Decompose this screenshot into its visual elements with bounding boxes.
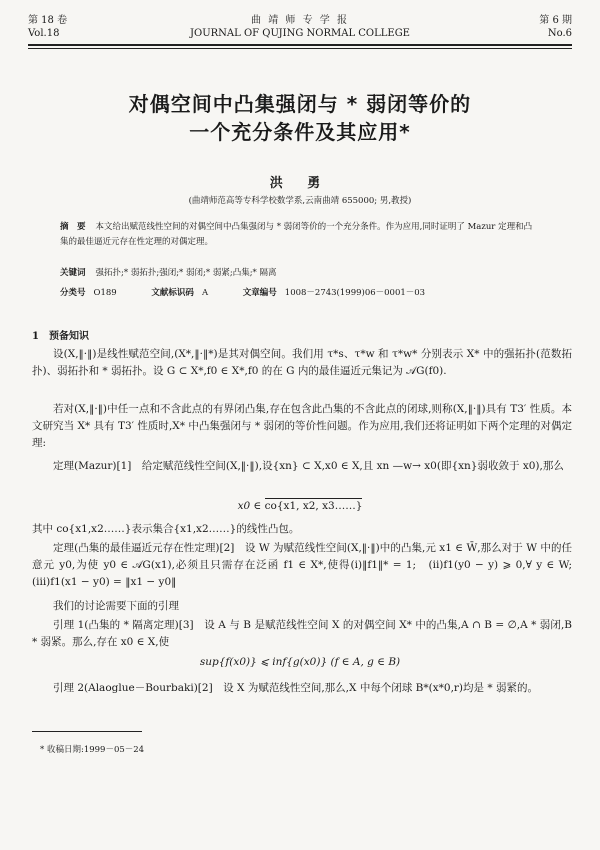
paragraph-convex-hull: 其中 co{x1,x2……}表示集合{x1,x2……}的线性凸包。 (32, 523, 300, 535)
journal-cn: 曲 靖 师 专 学 报 (251, 15, 349, 26)
abstract-label: 摘 要 (60, 222, 86, 232)
keywords-text: 强拓扑;* 弱拓扑;强闭;* 弱闭;* 弱紧;凸集;* 隔离 (95, 268, 277, 278)
article-no-value: 1008－2743(1999)06－0001－03 (284, 288, 426, 298)
classification-line (60, 286, 540, 298)
paragraph-lemma-1: 引理 1(凸集的 * 隔离定理)[3] 设 A 与 B 是赋范线性空间 X 的对偶空间 X* 中的凸集,A ∩ B = ∅,A * 弱闭,B * 弱紧。那么,存在 x0 ∈ X,使 (32, 619, 572, 648)
paragraph-lemma-2: 引理 2(Alaoglue－Bourbaki)[2] 设 X 为赋范线性空间,那么,X 中每个闭球 B*(x*0,r)均是 * 弱紧的。 (53, 682, 538, 694)
article-no-label: 文章编号 (242, 288, 277, 298)
journal-en: JOURNAL OF QUJING NORMAL COLLEGE (190, 28, 410, 39)
clc-label: 分类号 (60, 288, 86, 298)
issue-cn: 第 6 期 (539, 15, 572, 26)
footnote-received-date: * 收稿日期:1999－05－24 (40, 745, 145, 755)
section-heading: 1 预备知识 (32, 331, 89, 342)
keywords-label: 关键词 (60, 268, 86, 278)
title-line-1: 对偶空间中凸集强闭与 * 弱闭等价的 (128, 92, 472, 116)
formula-mazur-left: x0 ∈ (237, 500, 265, 512)
doc-code-label: 文献标识码 (151, 288, 194, 298)
abstract (60, 220, 540, 250)
formula-mazur-closure: co{x1, x2, x3……} (264, 500, 363, 512)
keywords (60, 266, 540, 278)
author: 洪 勇 (269, 176, 331, 191)
doc-code-value: A (201, 288, 209, 298)
issue-en: No.6 (547, 28, 572, 39)
volume-en: Vol.18 (28, 28, 60, 39)
clc-value: O189 (93, 288, 117, 298)
header-rule (28, 44, 572, 46)
issue-block (539, 14, 572, 40)
affiliation: (曲靖师范高等专科学校数学系,云南曲靖 655000; 男,教授) (188, 196, 412, 206)
paragraph-lemma-intro: 我们的讨论需要下面的引理 (53, 600, 179, 612)
volume-cn: 第 18 卷 (28, 15, 68, 26)
paragraph-t3-property: 若对(X,‖·‖)中任一点和不含此点的有界闭凸集,存在包含此凸集的不含此点的闭球,则称(X,‖·‖)具有 T3′ 性质。本文研究当 X* 具有 T3′ 性质时,X* 中凸集强闭与 * 弱闭的等价性问题。作为应用,我们还将证明如下两个定理的对偶定理: (32, 403, 572, 449)
paragraph-notation: 设(X,‖·‖)是线性赋范空间,(X*,‖·‖*)是其对偶空间。我们用 τ*s、τ*w 和 τ*w* 分别表示 X* 中的强拓扑(范数拓扑)、弱拓扑和 * 弱拓扑。设 G ⊂ X*,f0 ∈ X*,f0 的在 G 内的最佳逼近元集记为 𝒜G(f0). (32, 348, 572, 377)
header-rule-thin (28, 48, 572, 49)
formula-separation: sup{f(x0)} ⩽ inf{g(x0)} (f ∈ A, g ∈ B) (199, 656, 401, 668)
formula-mazur (0, 500, 600, 512)
footnote-rule (32, 731, 142, 732)
paragraph-mazur-theorem: 定理(Mazur)[1] 给定赋范线性空间(X,‖·‖),设{xn} ⊂ X,x0 ∈ X,且 xn —w→ x0(即{xn}弱收敛于 x0),那么 (53, 460, 564, 472)
title-line-2: 一个充分条件及其应用* (189, 120, 411, 144)
abstract-text: 本文给出赋范线性空间的对偶空间中凸集强闭与 * 弱闭等价的一个充分条件。作为应用,同时证明了 Mazur 定理和凸集的最佳逼近元存在性定理的对偶定理。 (60, 222, 533, 247)
journal-block (28, 14, 572, 40)
paragraph-best-approx-theorem: 定理(凸集的最佳逼近元存在性定理)[2] 设 W 为赋范线性空间(X,‖·‖)中的凸集,元 x1 ∈ W̄,那么对于 W 中的任意元 y0,为使 y0 ∈ 𝒜G(x1),必须且只需存在泛函 f1 ∈ X*,使得(i)‖f1‖* = 1; (ii)f1(y0 − y) ⩾ 0,∀ y ∈ W;(iii)f1(x1 − y0) = ‖x1 − y0‖ (32, 542, 572, 588)
